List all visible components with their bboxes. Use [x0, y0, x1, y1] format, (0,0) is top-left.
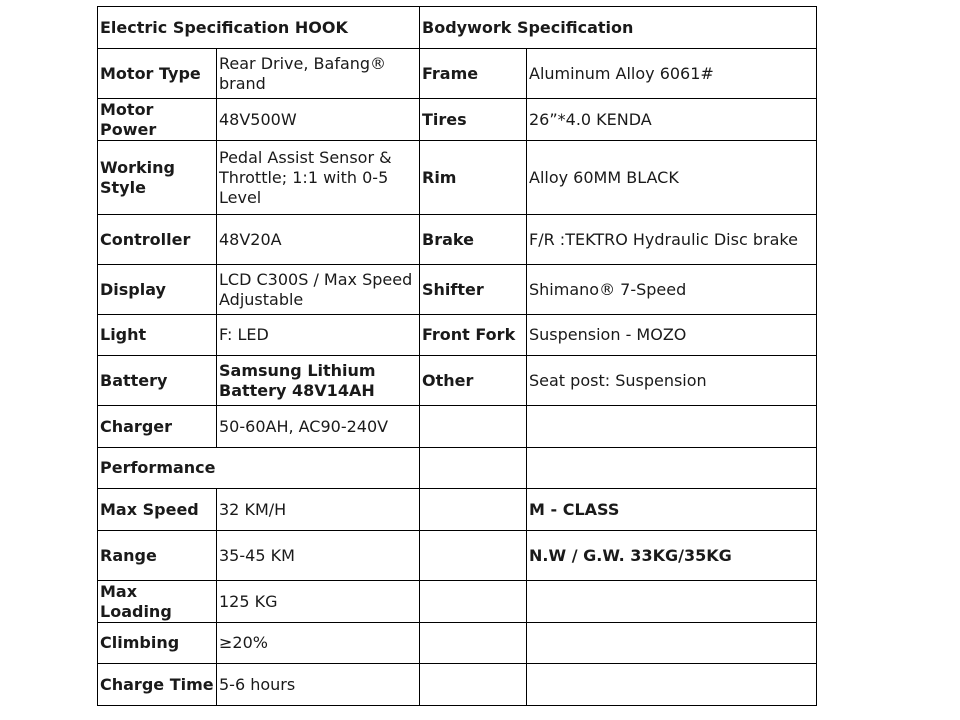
spec-label: Max Speed — [98, 489, 217, 531]
table-row — [98, 215, 817, 265]
spec-label: Charger — [98, 406, 217, 448]
bodywork-label: Tires — [420, 99, 527, 141]
spec-label: Range — [98, 531, 217, 581]
table-row — [98, 581, 817, 623]
table-row — [98, 531, 817, 581]
specification-table — [97, 6, 817, 706]
bodywork-value: Aluminum Alloy 6061# — [527, 49, 817, 99]
table-row — [98, 99, 817, 141]
spec-label: Climbing — [98, 623, 217, 664]
spec-value: 32 KM/H — [217, 489, 420, 531]
bodywork-label: Shifter — [420, 265, 527, 315]
class-label: M - CLASS — [527, 489, 817, 531]
spec-label: Light — [98, 315, 217, 356]
spec-value: F: LED — [217, 315, 420, 356]
spec-label: Motor Power — [98, 99, 217, 141]
empty-cell — [527, 664, 817, 706]
spec-value: Rear Drive, Bafang® brand — [217, 49, 420, 99]
spec-value: 125 KG — [217, 581, 420, 623]
spec-value: 48V20A — [217, 215, 420, 265]
bodywork-label: Other — [420, 356, 527, 406]
table-row — [98, 141, 817, 215]
empty-cell — [420, 406, 527, 448]
bodywork-spec-title: Bodywork Specification — [420, 7, 817, 49]
table-row — [98, 664, 817, 706]
empty-cell — [527, 623, 817, 664]
bodywork-label: Rim — [420, 141, 527, 215]
electric-spec-title: Electric Specification HOOK — [98, 7, 420, 49]
spec-label: Display — [98, 265, 217, 315]
bodywork-value: F/R :TEKTRO Hydraulic Disc brake — [527, 215, 817, 265]
spec-label: Controller — [98, 215, 217, 265]
bodywork-value: Alloy 60MM BLACK — [527, 141, 817, 215]
empty-cell — [420, 623, 527, 664]
weight-label: N.W / G.W. 33KG/35KG — [527, 531, 817, 581]
spec-value: Pedal Assist Sensor & Throttle; 1:1 with 0-5 Level — [217, 141, 420, 215]
spec-label: Charge Time — [98, 664, 217, 706]
spec-value: 5-6 hours — [217, 664, 420, 706]
empty-cell — [420, 581, 527, 623]
table-row — [98, 406, 817, 448]
table-row — [98, 49, 817, 99]
spec-value: 48V500W — [217, 99, 420, 141]
spec-value: Samsung Lithium Battery 48V14AH — [217, 356, 420, 406]
table-header-row — [98, 7, 817, 49]
bodywork-value: 26”*4.0 KENDA — [527, 99, 817, 141]
table-row — [98, 623, 817, 664]
table-row — [98, 489, 817, 531]
spec-label: Working Style — [98, 141, 217, 215]
empty-cell — [420, 664, 527, 706]
table-row — [98, 265, 817, 315]
bodywork-label: Brake — [420, 215, 527, 265]
empty-cell — [420, 531, 527, 581]
bodywork-value: Seat post: Suspension — [527, 356, 817, 406]
spec-label: Max Loading — [98, 581, 217, 623]
empty-cell — [420, 489, 527, 531]
performance-header-row — [98, 448, 817, 489]
bodywork-label: Front Fork — [420, 315, 527, 356]
empty-cell — [527, 581, 817, 623]
bodywork-value: Shimano® 7-Speed — [527, 265, 817, 315]
spec-label: Motor Type — [98, 49, 217, 99]
table-row — [98, 315, 817, 356]
table-row — [98, 356, 817, 406]
performance-title: Performance — [98, 448, 420, 489]
spec-value: LCD C300S / Max Speed Adjustable — [217, 265, 420, 315]
bodywork-label: Frame — [420, 49, 527, 99]
bodywork-value: Suspension - MOZO — [527, 315, 817, 356]
spec-value: ≥20% — [217, 623, 420, 664]
spec-value: 50-60AH, AC90-240V — [217, 406, 420, 448]
empty-cell — [420, 448, 527, 489]
spec-value: 35-45 KM — [217, 531, 420, 581]
spec-label: Battery — [98, 356, 217, 406]
empty-cell — [527, 406, 817, 448]
empty-cell — [527, 448, 817, 489]
